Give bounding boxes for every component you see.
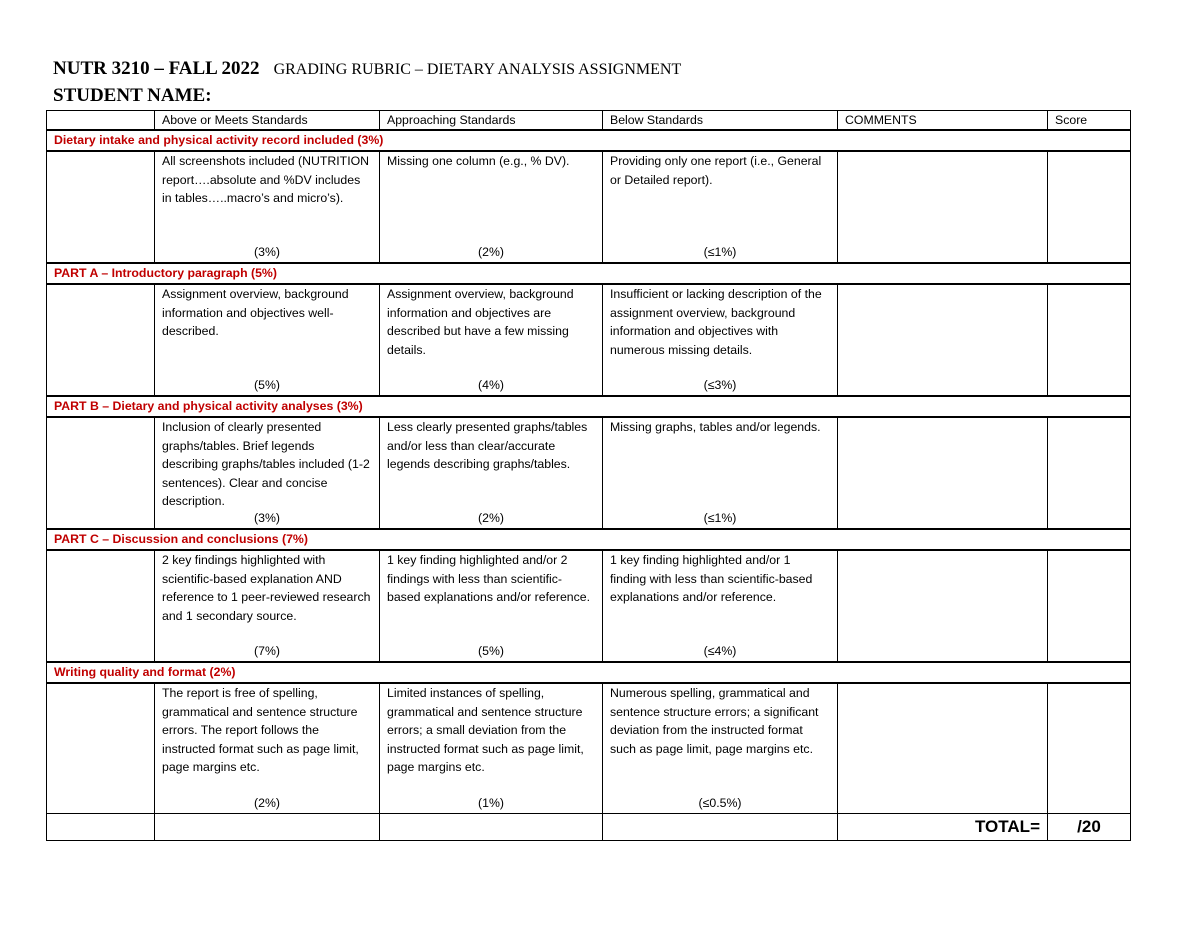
column-header-row [47,111,1131,131]
score-cell[interactable] [1048,417,1131,529]
total-empty-cell [155,813,380,840]
header-line [53,56,681,82]
above-description: The report is free of spelling, grammatical and sentence structure errors. The report follows the instructed format such as page limit, page margins etc. [162,686,359,774]
column-header-above: Above or Meets Standards [155,111,380,131]
below-standards-cell [603,151,838,263]
below-description: Insufficient or lacking description of the assignment overview, background information and objectives with numerous missing details. [610,287,822,357]
score-cell[interactable] [1048,550,1131,662]
course-code: NUTR 3210 – FALL 2022 [53,58,260,79]
column-header-approaching: Approaching Standards [380,111,603,131]
approaching-standards-cell [380,550,603,662]
criteria-label-cell [47,683,155,813]
criteria-row [47,417,1131,529]
criteria-row [47,550,1131,662]
below-score: (≤4%) [703,644,737,658]
total-empty-cell [47,813,155,840]
below-standards-cell [603,550,838,662]
section-title: Writing quality and format (2%) [47,662,1131,683]
above-standards-cell [155,284,380,396]
approaching-description: Limited instances of spelling, grammatical and sentence structure errors; a small deviation from the instructed format such as page limit, page margins etc. [387,686,584,774]
approaching-score: (1%) [478,795,504,810]
criteria-row [47,683,1131,813]
student-name-label: STUDENT NAME: [53,85,212,106]
section-row [47,263,1131,284]
total-empty-cell [603,813,838,840]
above-standards-cell [155,683,380,813]
approaching-score: (4%) [478,378,504,392]
section-row [47,396,1131,417]
above-standards-cell [155,151,380,263]
approaching-standards-cell [380,417,603,529]
comments-cell[interactable] [838,550,1048,662]
criteria-row [47,284,1131,396]
below-score: (≤1%) [703,245,737,259]
comments-cell[interactable] [838,417,1048,529]
above-score: (7%) [254,644,280,658]
document-header [53,56,681,110]
score-cell[interactable] [1048,284,1131,396]
above-score: (3%) [254,511,280,525]
section-title: PART C – Discussion and conclusions (7%) [47,529,1131,550]
column-header-score: Score [1048,111,1131,131]
below-standards-cell [603,683,838,813]
below-description: Numerous spelling, grammatical and sentence structure errors; a significant deviation from the instructed format such as page limit, page margins etc. [610,686,819,756]
criteria-label-cell [47,550,155,662]
above-score: (5%) [254,378,280,392]
below-standards-cell [603,284,838,396]
below-standards-cell [603,417,838,529]
below-description: Missing graphs, tables and/or legends. [610,420,821,434]
below-score: (≤1%) [703,511,737,525]
column-header-comments: COMMENTS [838,111,1048,131]
criteria-label-cell [47,151,155,263]
column-header-below: Below Standards [603,111,838,131]
above-description: 2 key findings highlighted with scientific-based explanation AND reference to 1 peer-reviewed research and 1 secondary source. [162,553,371,623]
section-row [47,529,1131,550]
section-title: Dietary intake and physical activity record included (3%) [47,130,1131,151]
section-row [47,130,1131,151]
approaching-score: (5%) [478,644,504,658]
approaching-description: Less clearly presented graphs/tables and/or less than clear/accurate legends describing graphs/tables. [387,420,588,471]
approaching-score: (2%) [478,245,504,259]
criteria-label-cell [47,284,155,396]
column-header-criteria [47,111,155,131]
criteria-label-cell [47,417,155,529]
approaching-description: 1 key finding highlighted and/or 2 findings with less than scientific-based explanations and/or reference. [387,553,591,604]
total-empty-cell [380,813,603,840]
above-standards-cell [155,417,380,529]
below-score: (≤0.5%) [698,795,742,810]
comments-cell[interactable] [838,683,1048,813]
approaching-score: (2%) [478,511,504,525]
score-cell[interactable] [1048,151,1131,263]
total-label: TOTAL= [838,813,1048,840]
approaching-standards-cell [380,284,603,396]
grading-rubric-table [46,110,1131,841]
above-description: Inclusion of clearly presented graphs/tables. Brief legends describing graphs/tables included (1-2 sentences). Clear and concise description. [162,420,370,508]
below-score: (≤3%) [703,378,737,392]
section-title: PART B – Dietary and physical activity analyses (3%) [47,396,1131,417]
approaching-description: Missing one column (e.g., % DV). [387,154,570,168]
below-description: 1 key finding highlighted and/or 1 finding with less than scientific-based explanations and/or reference. [610,553,813,604]
above-standards-cell [155,550,380,662]
above-description: Assignment overview, background information and objectives well-described. [162,287,349,338]
criteria-row [47,151,1131,263]
comments-cell[interactable] [838,151,1048,263]
total-row [47,813,1131,840]
approaching-description: Assignment overview, background information and objectives are described but have a few missing details. [387,287,574,357]
rubric-title: GRADING RUBRIC – DIETARY ANALYSIS ASSIGNMENT [273,61,682,78]
above-description: All screenshots included (NUTRITION report….absolute and %DV includes in tables…..macro’s and micro’s). [162,154,370,205]
comments-cell[interactable] [838,284,1048,396]
score-cell[interactable] [1048,683,1131,813]
above-score: (2%) [254,795,280,810]
below-description: Providing only one report (i.e., General or Detailed report). [610,154,822,187]
total-value[interactable]: /20 [1048,813,1131,840]
above-score: (3%) [254,245,280,259]
approaching-standards-cell [380,151,603,263]
approaching-standards-cell [380,683,603,813]
section-title: PART A – Introductory paragraph (5%) [47,263,1131,284]
section-row [47,662,1131,683]
